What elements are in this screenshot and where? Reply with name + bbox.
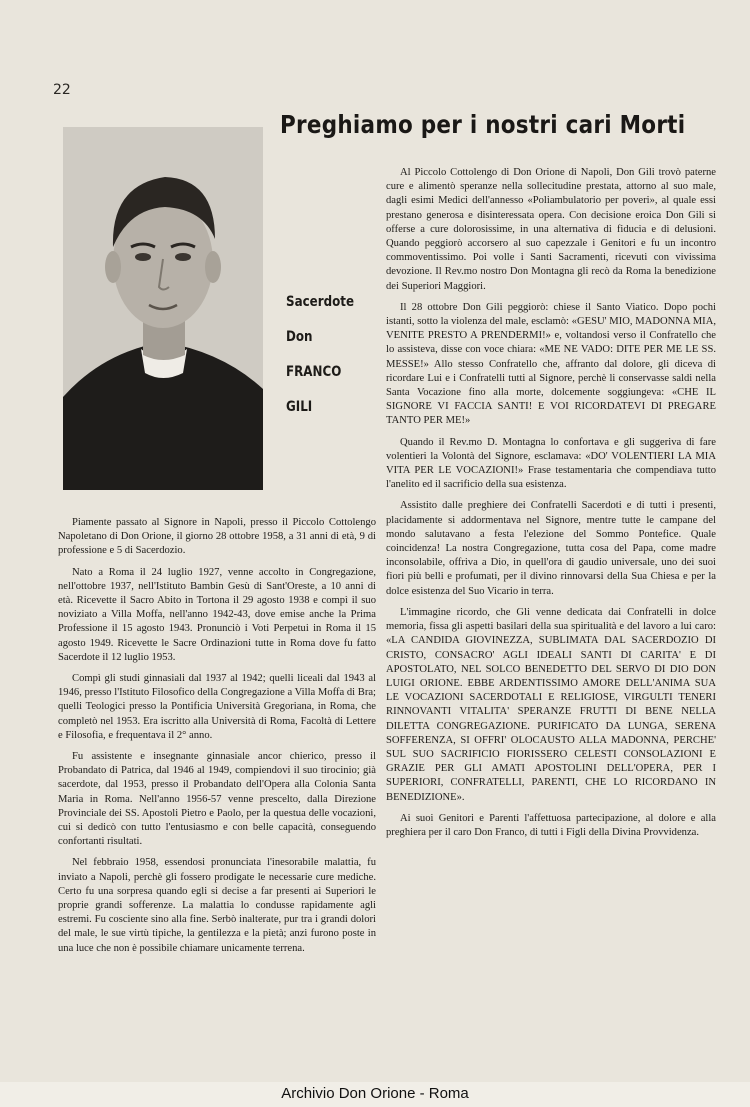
paragraph: Quando il Rev.mo D. Montagna lo confortava e gli suggeriva di fare volentieri la Volontà del Signore, esclamava: «DO' VOLENTIERI LA MIA VITA PER LE VOCAZIONI!» Frase testamentaria che compendiava tutto l'anelito ed il sacrificio della sua esistenza.: [386, 436, 716, 491]
caption-title: Sacerdote: [286, 294, 355, 310]
portrait-caption: [286, 285, 354, 425]
paragraph: Nel febbraio 1958, essendosi pronunciata l'inesorabile malattia, fu inviato a Napoli, perchè gli fossero prodigate le necessarie cure mediche. Certo fu una sorpresa quando egli si decise a far presenti ai Superiori le proprie grandi sofferenze. La malattia lo condusse rapidamente agli estremi. Fu cosciente sino alla fine. Serbò inalterate, pur tra i grandi dolori del male, le sue virtù tipiche, la gentilezza e la pietà; anzi furono poste in una luce che non è possibile chiamare unicamente terrena.: [58, 857, 376, 954]
paragraph: Al Piccolo Cottolengo di Don Orione di Napoli, Don Gili trovò paterne cure e alimentò speranze nella sollecitudine prestata, attorno al suo male, dagli esimi Medici dell'annesso «Poliambulatorio per poveri», al quale essi prestano generosa e disinteressata opera. Con decisione eroica Don Gili si offerse a cure dolorosissime, in una alternativa di fiducia e di delusioni. Quando peggiorò accorsero al suo capezzale i Genitori e fu un incontro commoventissimo. Poi volle i Santi Sacramenti, ricevuti con vivissima devozione. Il Rev.mo nostro Don Montagna gli recò da Roma la benedizione dei Superiori Maggiori.: [386, 167, 716, 292]
paragraph: Assistito dalle preghiere dei Confratelli Sacerdoti e di tutti i presenti, placidamente si addormentava nel Signore, mentre tutte le campane del mondo salutavano a festa l'elezione del Sommo Pontefice. Quale coincidenza! La nostra Congregazione, tutta cosa del Papa, come madre inconsolabile, offriva a Dio, in quell'ora di gaudio universale, uno dei suoi fiori più belli e profumati, per il divino rinnovarsi della Sua Chiesa e per la dolce esistenza del Suo Vicario in terra.: [386, 500, 716, 597]
page-title: Preghiamo per i nostri cari Morti: [280, 110, 686, 139]
right-column: [386, 166, 716, 847]
paragraph: Nato a Roma il 24 luglio 1927, venne accolto in Congregazione, nell'ottobre 1937, nell'Istituto Bambin Gesù di Sant'Oreste, a 10 anni di età. Ricevette il Sacro Abito in Tortona il 29 agosto 1938 e compì il suo noviziato a Villa Moffa, nell'anno 1942-43, dove emise anche la Prima Professione il 15 agosto 1943. Pronunciò i Voti Perpetui in Roma il 15 agosto 1949. Ricevette le Sacre Ordinazioni tutte in Roma dove fu fatto Sacerdote il 12 luglio 1953.: [58, 566, 376, 663]
page-number: 22: [53, 82, 71, 98]
paragraph: Fu assistente e insegnante ginnasiale ancor chierico, presso il Probandato di Patrica, dal 1946 al 1949, compiendovi il suo tirocinio; già sacerdote, dal 1953, presso il Probandato dell'Opera alla Colonia Santa Maria in Roma. Nell'anno 1956-57 venne prescelto, dalla Direzione Provinciale dei SS. Apostoli Pietro e Paolo, per la questua delle vocazioni, cui si dedicò con tutto l'entusiasmo e con belle capacità, conseguendo confortanti risultati.: [58, 751, 376, 848]
paragraph: Piamente passato al Signore in Napoli, presso il Piccolo Cottolengo Napoletano di Don Orione, il giorno 28 ottobre 1958, a 31 anni di età, 9 di professione e 5 di Sacerdozio.: [58, 517, 376, 557]
left-column: [58, 516, 376, 963]
caption-last-name: GILI: [286, 399, 313, 415]
paragraph: Il 28 ottobre Don Gili peggiorò: chiese il Santo Viatico. Dopo pochi istanti, sotto la violenza del male, esclamò: «GESU' MIO, MADONNA MIA, VENITE PRESTO A PRENDERMI!» e, voltandosi verso il Confratello che lo assisteva, disse con voce chiara: «ME NE VADO: DITE PER ME LE SS. MESSE!» Allo stesso Confratello che, affranto dal dolore, gli diceva di ricordare Lui e i Confratelli tutti al Signore, perchè li conservasse saldi nella Santa Vocazione fino alla morte, dolcemente soggiungeva: «CHE IL SIGNORE VI FACCIA SANTI! E VOI RICORDATEVI DI PREGARE TANTO PER ME!»: [386, 301, 716, 427]
caption-first-name: FRANCO: [286, 364, 342, 380]
portrait-photo: [63, 127, 263, 490]
paragraph: Ai suoi Genitori e Parenti l'affettuosa partecipazione, al dolore e alla preghiera per il caro Don Franco, di tutti i Figli della Divina Provvidenza.: [386, 812, 716, 838]
archive-footer: Archivio Don Orione - Roma: [0, 1082, 750, 1107]
caption-don: Don: [286, 329, 313, 345]
paragraph: L'immagine ricordo, che Gli venne dedicata dai Confratelli in dolce memoria, fissa gli aspetti basilari della sua spiritualità e del lavoro a lui caro: «LA CANDIDA GIOVINEZZA, SUBLIMATA DAL SACERDOZIO DI CRISTO, CONSACRO' AGLI IDEALI SANTI DI CARITA' E DI APOSTOLATO, NEL SOLCO BENEDETTO DEL SERVO DI DIO DON LUIGI ORIONE. EBBE ARDENTISSIMO AMORE DELL'ANIMA SUA LE VOCAZIONI SACERDOTALI E RELIGIOSE, VIRGULTI TENERI RINNOVANTI VITALITA' SPERANZE FRUTTI DI BENE NELLA DILETTA CONGREGAZIONE. PURIFICATO DA LUNGA, SERENA SOFFERENZA, SI OFFRI' OLOCAUSTO ALLA MADONNA, PERCHE' SUL SUO SACRIFICIO FIORISSERO CELESTI CONSOLAZIONI E GRAZIE PER GLI AMATI APOSTOLINI DELL'OPERA, PER I SUPERIORI, CONFRATELLI, PARENTI, CHE LO RICORDANO IN BENEDIZIONE».: [386, 606, 716, 803]
paragraph: Compì gli studi ginnasiali dal 1937 al 1942; quelli liceali dal 1943 al 1946, presso l'Istituto Filosofico della Congregazione a Villa Moffa di Bra; quelli Teologici presso la Pontificia Università Gregoriana, in Roma, che completò nel 1953. Era iscritto alla Università di Roma, Facoltà di Lettere e Filosofia, e frequentava il 2° anno.: [58, 673, 376, 741]
